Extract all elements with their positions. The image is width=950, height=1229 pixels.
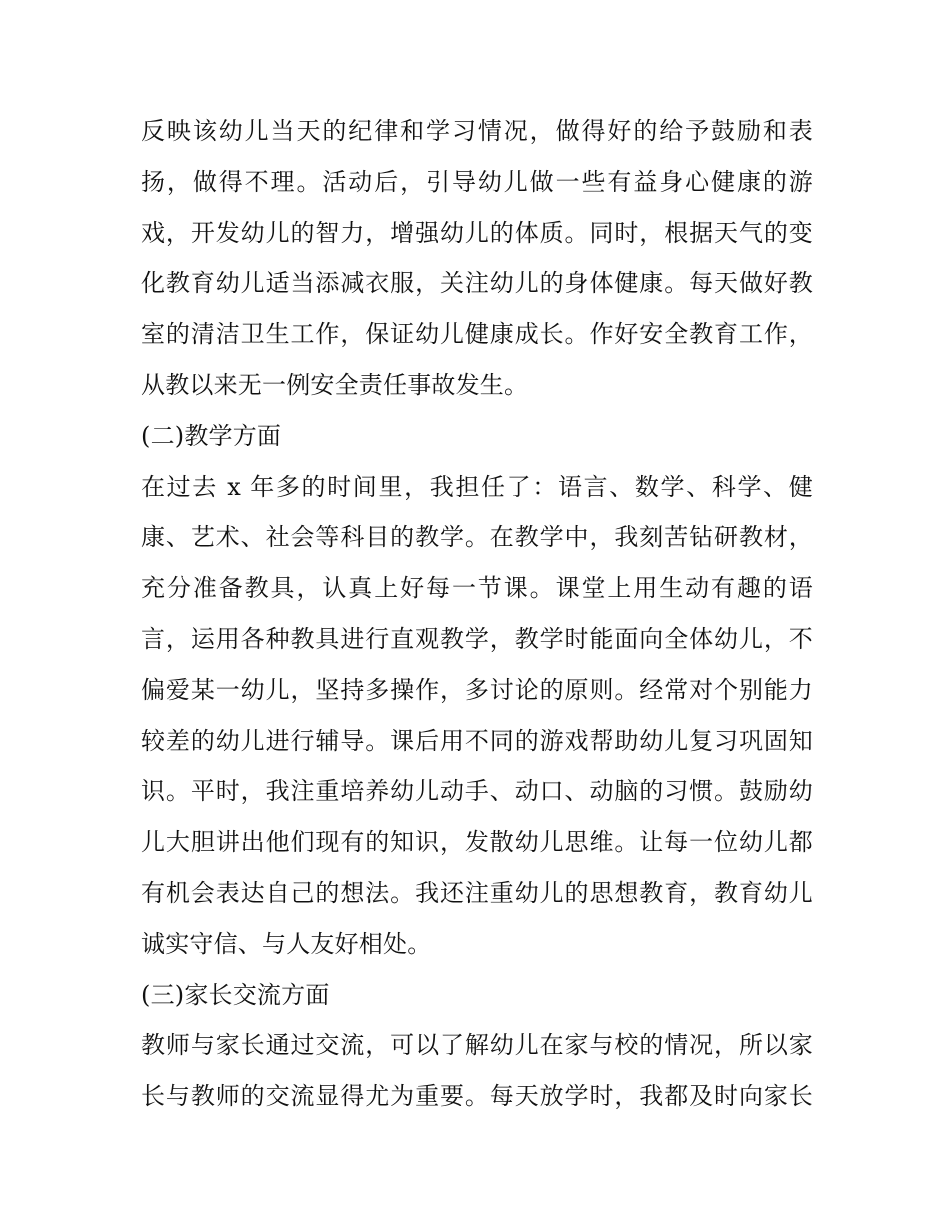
text-line: 从教以来无一例安全责任事故发生。	[141, 370, 529, 399]
text-line: 室的清洁卫生工作，保证幼儿健康成长。作好安全教育工作，	[141, 320, 813, 349]
text-line: 在过去 x 年多的时间里，我担任了：语言、数学、科学、健	[141, 472, 813, 501]
text-line: 反映该幼儿当天的纪律和学习情况，做得好的给予鼓励和表	[141, 117, 813, 145]
text-line: 戏，开发幼儿的智力，增强幼儿的体质。同时，根据天气的变	[141, 218, 813, 247]
text-line: 有机会表达自己的想法。我还注重幼儿的思想教育，教育幼儿	[141, 878, 813, 907]
text-line: 长与教师的交流显得尤为重要。每天放学时，我都及时向家长	[141, 1082, 813, 1111]
text-line: 识。平时，我注重培养幼儿动手、动口、动脑的习惯。鼓励幼	[141, 777, 813, 806]
text-line: 充分准备教具，认真上好每一节课。课堂上用生动有趣的语	[141, 574, 813, 603]
text-line: 扬，做得不理。活动后，引导幼儿做一些有益身心健康的游	[141, 167, 813, 196]
text-line: 偏爱某一幼儿，坚持多操作，多讨论的原则。经常对个别能力	[141, 675, 813, 704]
section-heading: (二)教学方面	[141, 421, 282, 450]
text-line: 康、艺术、社会等科目的教学。在教学中，我刻苦钻研教材，	[141, 523, 813, 552]
text-line: 较差的幼儿进行辅导。课后用不同的游戏帮助幼儿复习巩固知	[141, 726, 813, 755]
body-text	[141, 106, 813, 1122]
text-line: 化教育幼儿适当添减衣服，关注幼儿的身体健康。每天做好教	[141, 269, 813, 298]
text-line: 儿大胆讲出他们现有的知识，发散幼儿思维。让每一位幼儿都	[141, 828, 813, 857]
text-line: 诚实守信、与人友好相处。	[141, 929, 432, 958]
section-heading: (三)家长交流方面	[141, 980, 330, 1009]
text-line: 言，运用各种教具进行直观教学，教学时能面向全体幼儿，不	[141, 624, 813, 653]
text-line: 教师与家长通过交流，可以了解幼儿在家与校的情况，所以家	[141, 1031, 813, 1060]
